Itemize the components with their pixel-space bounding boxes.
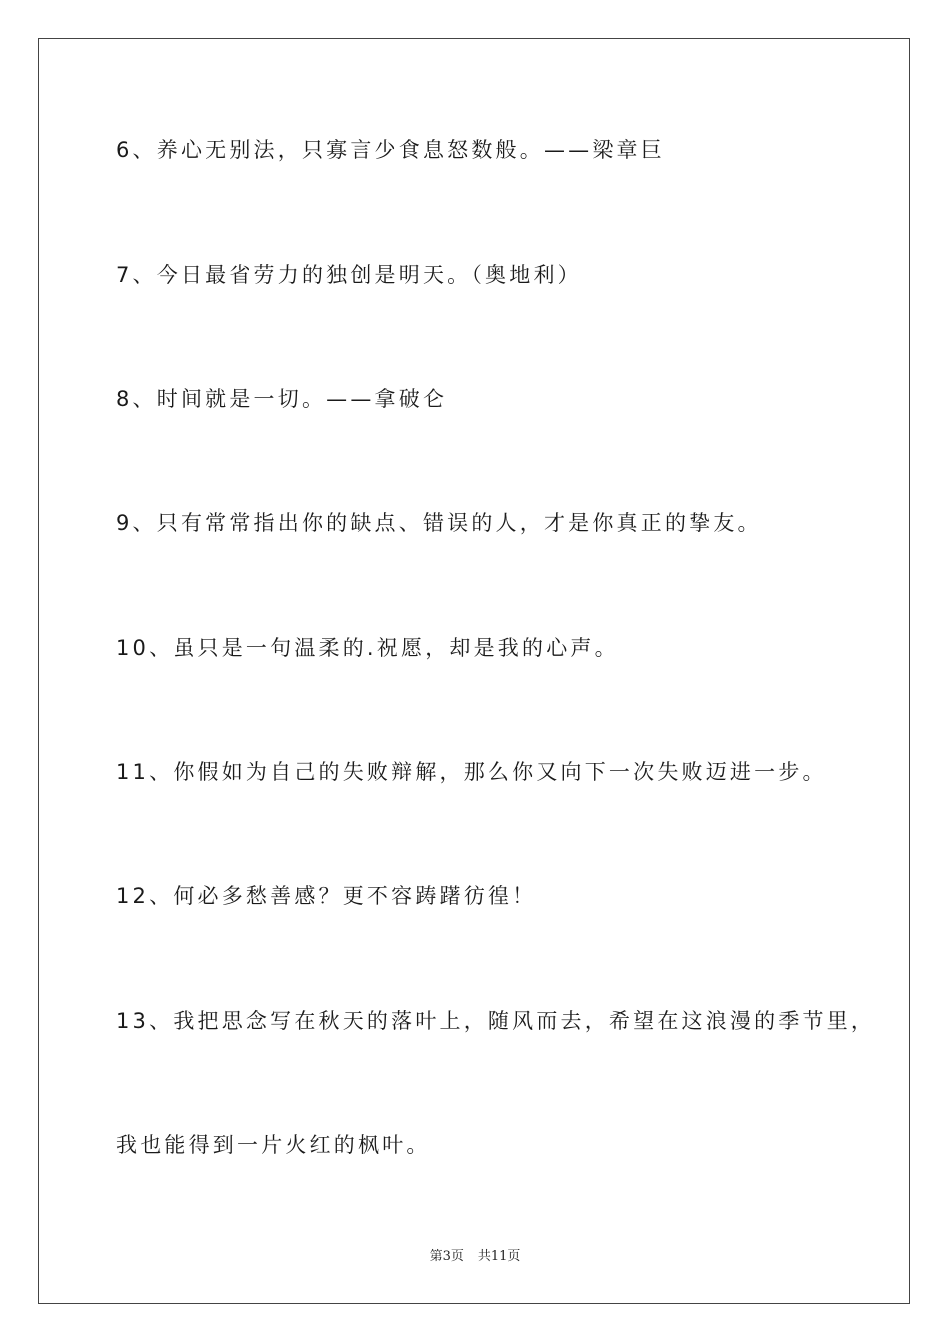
text-line-6: 11、你假如为自己的失败辩解，那么你又向下一次失败迈进一步。 [116,760,827,784]
text-line-7: 12、何必多愁善感？更不容踌躇彷徨！ [116,884,537,908]
text-line-1: 6、养心无别法，只寡言少食息怒数般。——梁章巨 [116,138,665,162]
page-footer [0,1245,950,1264]
text-line-5: 10、虽只是一句温柔的.祝愿，却是我的心声。 [116,636,619,660]
text-line-8: 13、我把思念写在秋天的落叶上，随风而去，希望在这浪漫的季节里， [116,1009,876,1033]
text-line-9: 我也能得到一片火红的枫叶。 [116,1133,431,1157]
text-line-2: 7、今日最省劳力的独创是明天。（奥地利） [116,263,582,287]
page-number: 第3页 [429,1249,464,1264]
page-frame [38,38,910,1304]
text-line-4: 9、只有常常指出你的缺点、错误的人，才是你真正的挚友。 [116,511,762,535]
text-line-3: 8、时间就是一切。——拿破仑 [116,387,448,411]
page-total: 共11页 [477,1249,521,1264]
